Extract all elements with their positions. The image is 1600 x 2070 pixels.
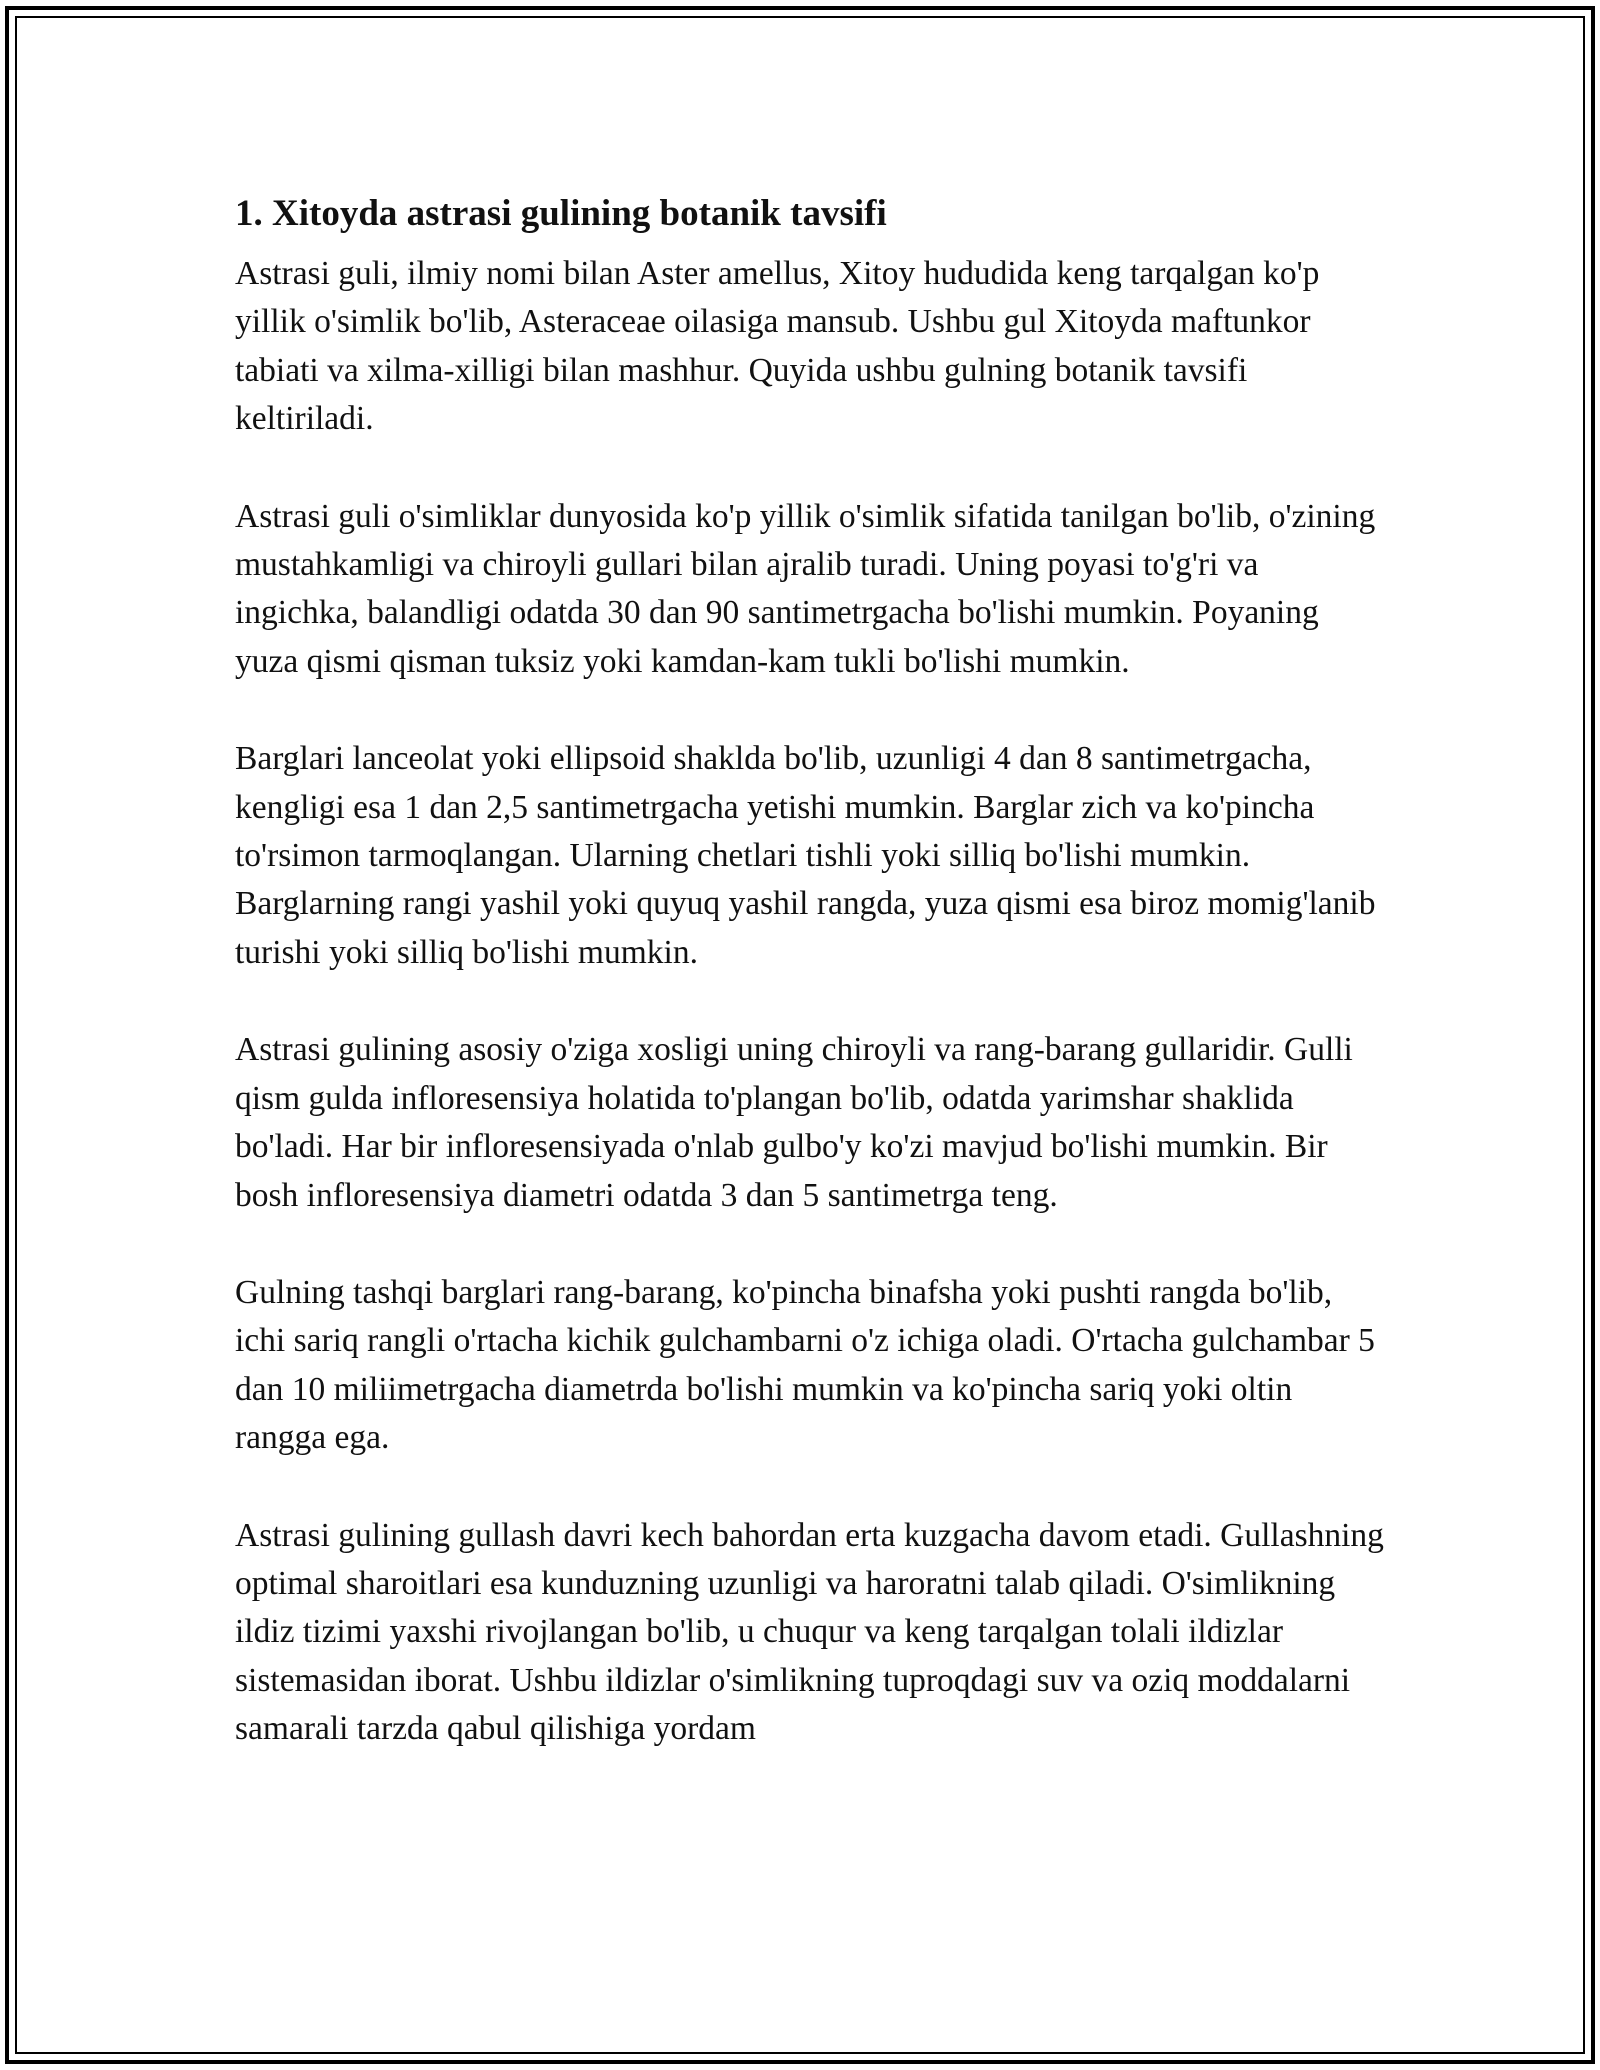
- paragraph-petals: Gulning tashqi barglari rang-barang, ko'pincha binafsha yoki pushti rangda bo'lib, ichi sariq rangli o'rtacha kichik gulchambarni o'z ichiga oladi. O'rtacha gulchambar 5 dan 10 miliimetrgacha diametrda bo'lishi mumkin va ko'pincha sariq yoki oltin rangga ega.: [235, 1273, 1375, 1457]
- paragraph-intro: Astrasi guli, ilmiy nomi bilan Aster amellus, Xitoy hududida keng tarqalgan ko'p yillik o'simlik bo'lib, Asteraceae oilasiga mansub. Ushbu gul Xitoyda maftunkor tabiati va xilma-xilligi bilan mashhur. Quyida ushbu gulning botanik tavsifi keltiriladi.: [235, 255, 1320, 438]
- document-body: [235, 187, 1385, 1803]
- paragraph-flowering: Astrasi gulining gullash davri kech bahordan erta kuzgacha davom etadi. Gullashning optimal sharoitlari esa kunduzning uzunligi va haroratni talab qiladi. O'simlikning ildiz tizimi yaxshi rivojlangan bo'lib, u chuqur va keng tarqalgan tolali ildizlar sistemasidan iborat. Ushbu ildizlar o'simlikning tuproqdagi suv va oziq moddalarni samarali tarzda qabul qilishiga yordam: [235, 1516, 1384, 1748]
- paragraph-inflorescence: Astrasi gulining asosiy o'ziga xosligi uning chiroyli va rang-barang gullaridir. Gulli qism gulda infloresensiya holatida to'plangan bo'lib, odatda yarimshar shaklida bo'ladi. Har bir infloresensiyada o'nlab gulbo'y ko'zi mavjud bo'lishi mumkin. Bir bosh infloresensiya diametri odatda 3 dan 5 santimetrga teng.: [235, 1031, 1353, 1214]
- paragraph-stem: Astrasi guli o'simliklar dunyosida ko'p yillik o'simlik sifatida tanilgan bo'lib, o'zining mustahkamligi va chiroyli gullari bilan ajralib turadi. Uning poyasi to'g'ri va ingichka, balandligi odatda 30 dan 90 santimetrgacha bo'lishi mumkin. Poyaning yuza qismi qisman tuksiz yoki kamdan-kam tukli bo'lishi mumkin.: [235, 497, 1376, 680]
- paragraph-leaves: Barglari lanceolat yoki ellipsoid shaklda bo'lib, uzunligi 4 dan 8 santimetrgacha, kengligi esa 1 dan 2,5 santimetrgacha yetishi mumkin. Barglar zich va ko'pincha to'rsimon tarmoqlangan. Ularning chetlari tishli yoki silliq bo'lishi mumkin. Barglarning rangi yashil yoki quyuq yashil rangda, yuza qismi esa biroz momig'lanib turishi yoki silliq bo'lishi mumkin.: [235, 740, 1376, 971]
- section-heading: 1. Xitoyda astrasi gulining botanik tavsifi: [235, 193, 887, 234]
